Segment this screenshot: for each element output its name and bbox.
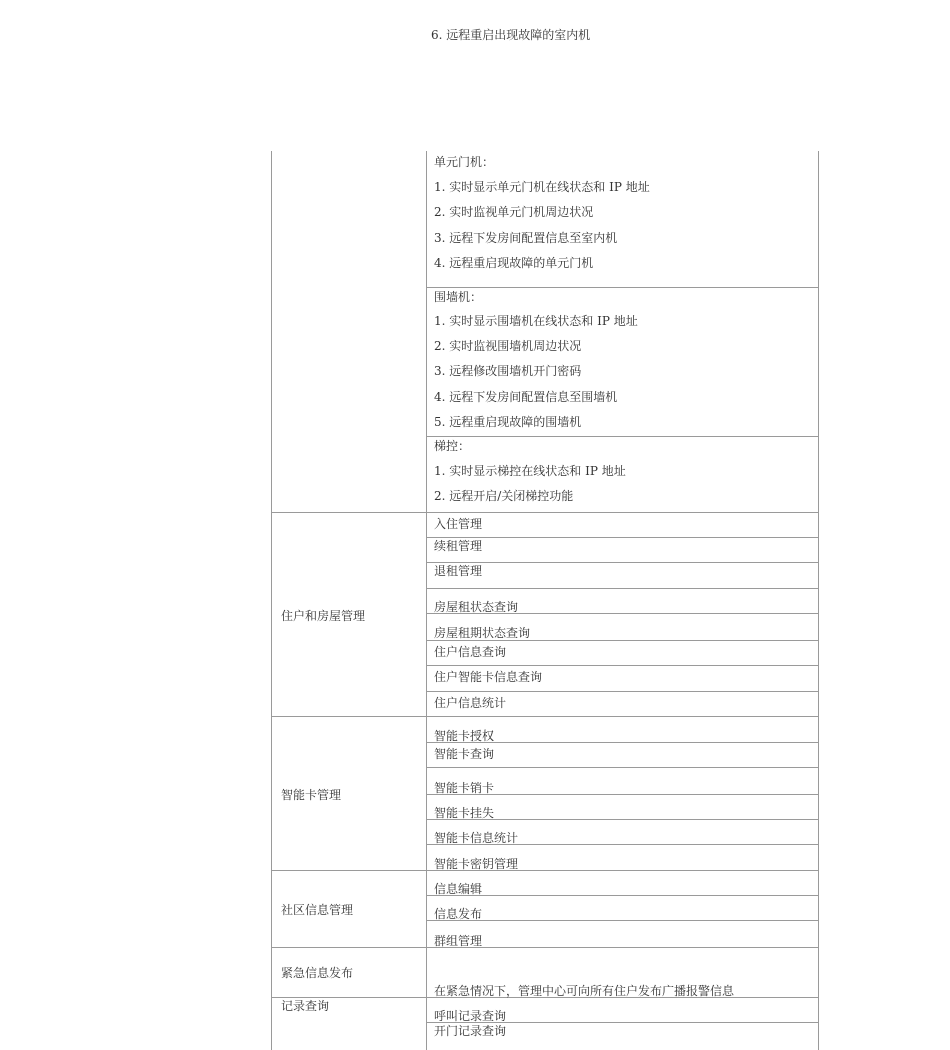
list-item: 3. 远程修改围墙机开门密码 [434,364,582,378]
top-text: 6. 远程重启出现故障的室内机 [431,28,591,42]
list-item: 智能卡查询 [434,747,495,761]
list-item: 住户智能卡信息查询 [434,670,543,684]
list-item: 群组管理 [434,934,483,948]
list-item: 1. 实时显示单元门机在线状态和 IP 地址 [434,180,650,194]
category-label: 住户和房屋管理 [281,609,366,623]
list-item: 退租管理 [434,564,483,578]
category-label: 记录查询 [281,999,330,1013]
description-text: 在紧急情况下，管理中心可向所有住户发布广播报警信息 [434,984,735,998]
list-item: 4. 远程下发房间配置信息至围墙机 [434,390,618,404]
list-item: 房屋租状态查询 [434,600,519,614]
category-label: 智能卡管理 [281,788,342,802]
wall-unit-heading: 围墙机： [434,290,483,304]
list-item: 智能卡信息统计 [434,831,519,845]
unit-door-heading: 单元门机： [434,155,495,169]
list-item: 续租管理 [434,539,483,553]
list-item: 智能卡授权 [434,729,495,743]
list-item: 住户信息查询 [434,645,507,659]
list-item: 5. 远程重启现故障的围墙机 [434,415,582,429]
category-label: 社区信息管理 [281,903,354,917]
list-item: 1. 实时显示梯控在线状态和 IP 地址 [434,464,626,478]
list-item: 智能卡销卡 [434,781,495,795]
list-item: 2. 实时监视单元门机周边状况 [434,205,594,219]
list-item: 智能卡密钥管理 [434,857,519,871]
list-item: 住户信息统计 [434,696,507,710]
list-item: 1. 实时显示围墙机在线状态和 IP 地址 [434,314,638,328]
list-item: 2. 实时监视围墙机周边状况 [434,339,582,353]
list-item: 信息发布 [434,907,483,921]
list-item: 4. 远程重启现故障的单元门机 [434,256,594,270]
elevator-heading: 梯控： [434,439,471,453]
list-item: 智能卡挂失 [434,806,495,820]
list-item: 入住管理 [434,517,483,531]
list-item: 房屋租期状态查询 [434,626,531,640]
category-label: 紧急信息发布 [281,966,354,980]
list-item: 开门记录查询 [434,1024,507,1038]
list-item: 信息编辑 [434,882,483,896]
list-item: 2. 远程开启/关闭梯控功能 [434,489,574,503]
list-item: 3. 远程下发房间配置信息至室内机 [434,231,618,245]
list-item: 呼叫记录查询 [434,1009,507,1023]
